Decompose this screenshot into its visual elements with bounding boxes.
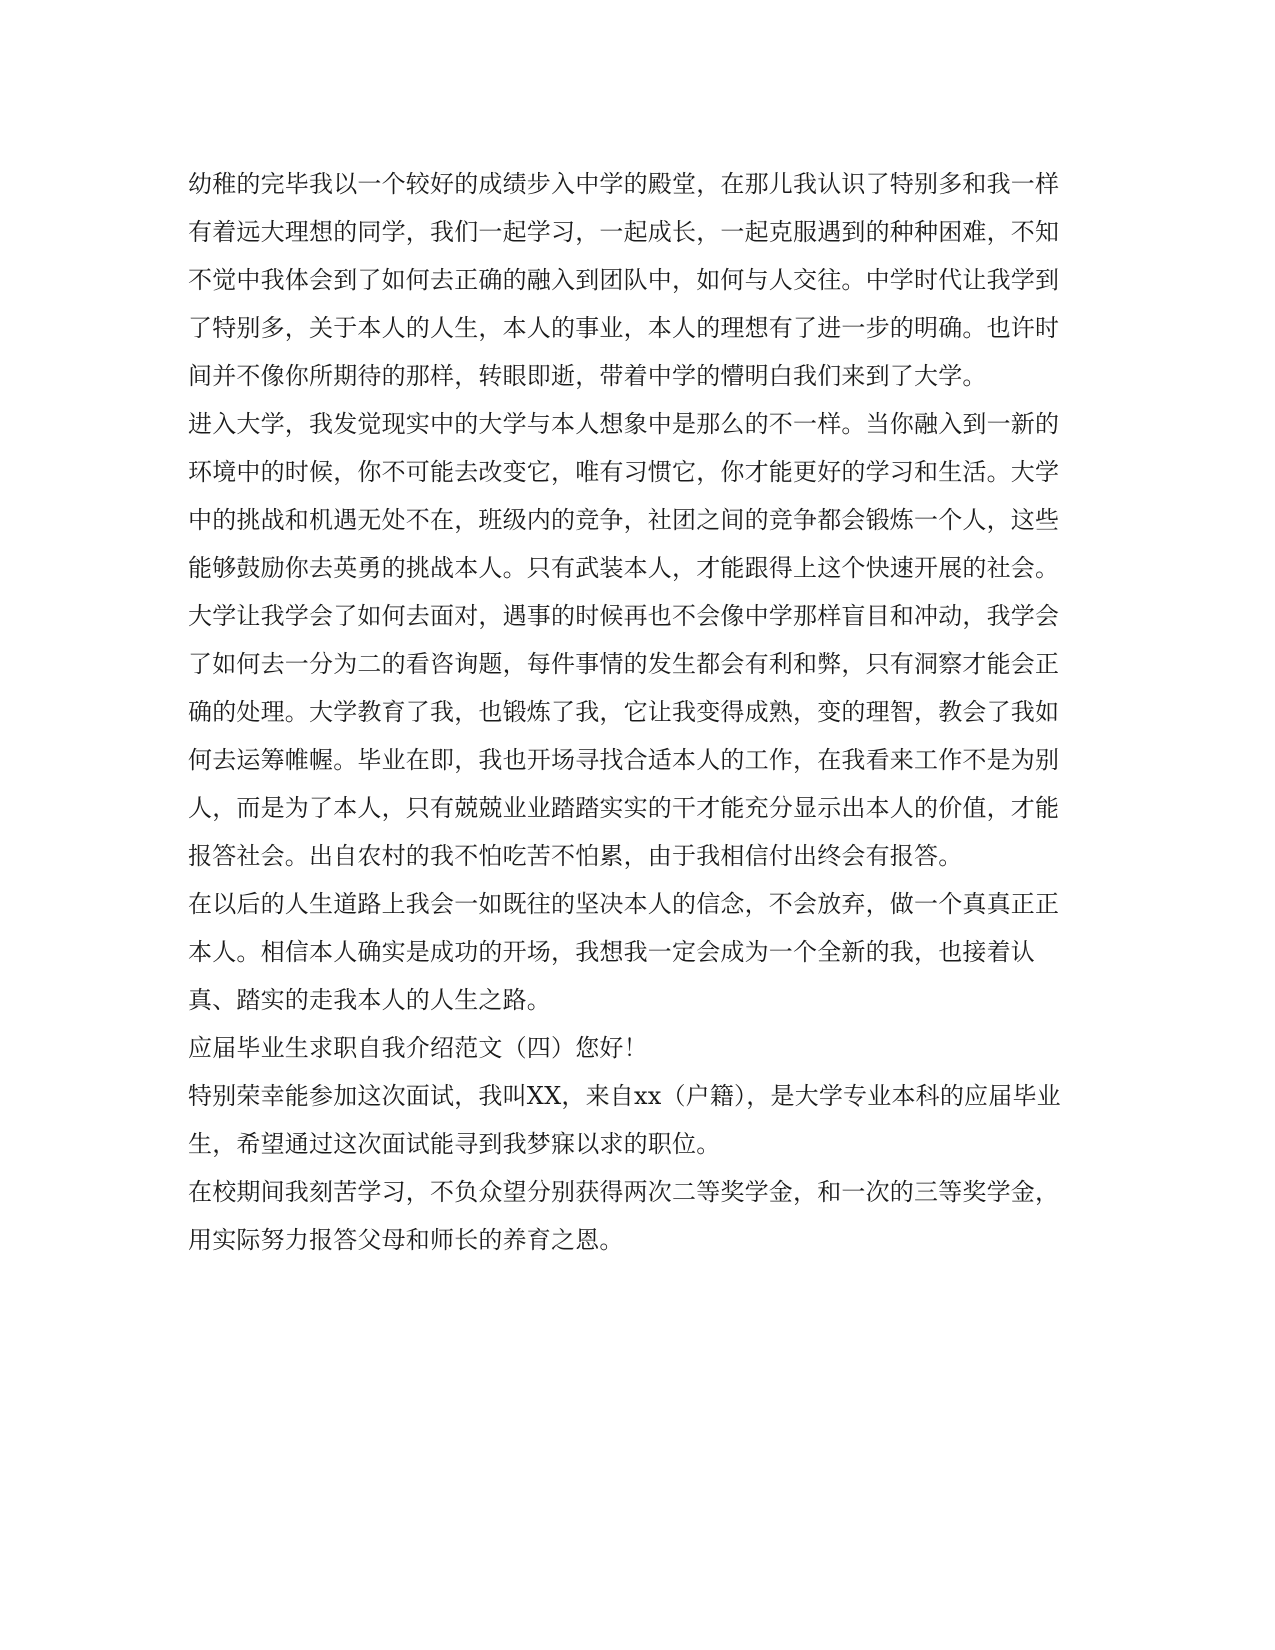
document-body — [188, 160, 1066, 1264]
paragraph-entering-university: 进入大学，我发觉现实中的大学与本人想象中是那么的不一样。当你融入到一新的环境中的时候，你不可能去改变它，唯有习惯它，你才能更好的学习和生活。大学中的挑战和机遇无处不在，班级内的竞争，社团之间的竞争都会锻炼一个人，这些能够鼓励你去英勇的挑战本人。只有武装本人，才能跟得上这个快速开展的社会。 — [188, 410, 1060, 582]
section-heading-sample-four: 应届毕业生求职自我介绍范文（四）您好！ — [188, 1034, 648, 1062]
paragraph-university-lessons: 大学让我学会了如何去面对，遇事的时候再也不会像中学那样盲目和冲动，我学会了如何去一分为二的看咨询题，每件事情的发生都会有利和弊，只有洞察才能会正确的处理。大学教育了我，也锻炼了我，它让我变得成熟，变的理智，教会了我如何去运筹帷幄。毕业在即，我也开场寻找合适本人的工作，在我看来工作不是为别人，而是为了本人，只有兢兢业业踏踏实实的干才能充分显示出本人的价值，才能报答社会。出自农村的我不怕吃苦不怕累，由于我相信付出终会有报答。 — [188, 602, 1060, 870]
paragraph-interview-intro: 特别荣幸能参加这次面试，我叫XX，来自xx（户籍），是大学专业本科的应届毕业生，希望通过这次面试能寻到我梦寐以求的职位。 — [188, 1082, 1061, 1158]
paragraph-scholarships: 在校期间我刻苦学习，不负众望分别获得两次二等奖学金，和一次的三等奖学金，用实际努力报答父母和师长的养育之恩。 — [188, 1178, 1060, 1254]
paragraph-middle-school: 幼稚的完毕我以一个较好的成绩步入中学的殿堂，在那儿我认识了特别多和我一样有着远大理想的同学，我们一起学习，一起成长，一起克服遇到的种种困难，不知不觉中我体会到了如何去正确的融入到团队中，如何与人交往。中学时代让我学到了特别多，关于本人的人生，本人的事业，本人的理想有了进一步的明确。也许时间并不像你所期待的那样，转眼即逝，带着中学的懵明白我们来到了大学。 — [188, 170, 1060, 390]
paragraph-future-path: 在以后的人生道路上我会一如既往的坚决本人的信念，不会放弃，做一个真真正正本人。相信本人确实是成功的开场，我想我一定会成为一个全新的我，也接着认真、踏实的走我本人的人生之路。 — [188, 890, 1060, 1014]
